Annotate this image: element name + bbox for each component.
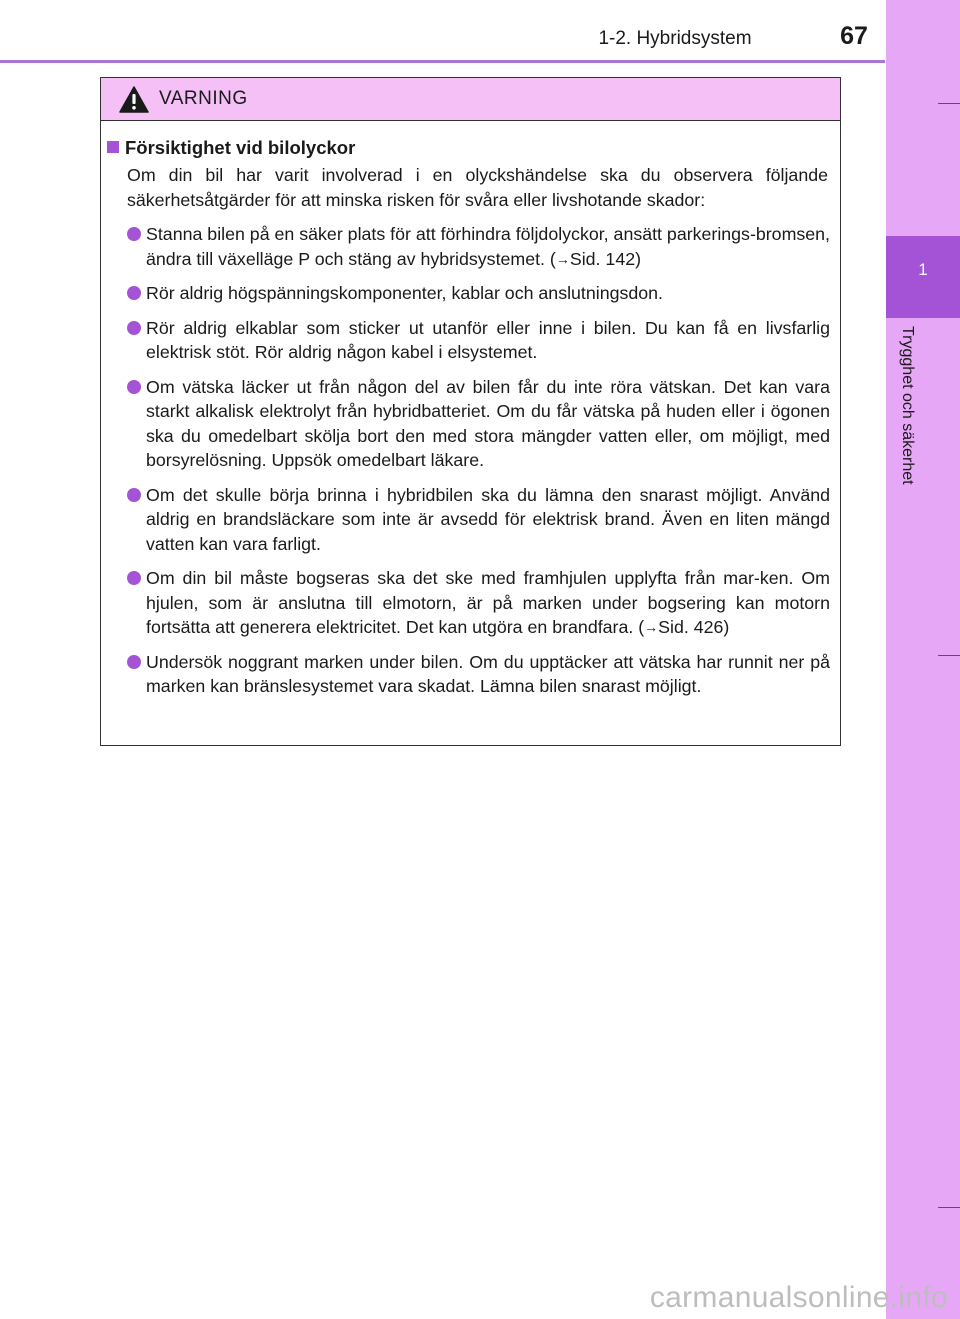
page-reference-link[interactable]: Sid. 426) — [658, 617, 730, 637]
list-item-text: Om det skulle börja brinna i hybridbilen ska du lämna den snarast möjligt. Använd aldrig en brandsläckare som inte är avsedd för elektrisk brand. Även en liten mängd vatten kan vara farligt. — [146, 484, 830, 554]
circle-bullet-icon — [127, 488, 141, 502]
list-item — [146, 566, 830, 640]
arrow-right-icon: → — [644, 619, 659, 635]
circle-bullet-icon — [127, 321, 141, 335]
intro-paragraph: Om din bil har varit involverad i en olyckshändelse ska du observera följande säkerhetsåtgärder för att minska risken för svåra eller livshotande skador: — [127, 165, 828, 210]
list-item-text: Rör aldrig högspänningskomponenter, kablar och anslutningsdon. — [146, 283, 663, 303]
crop-mark — [938, 655, 960, 656]
section-heading — [107, 136, 840, 160]
chapter-side-tab — [886, 0, 960, 1319]
crop-mark — [938, 1207, 960, 1208]
section-title: 1-2. Hybridsystem — [598, 28, 752, 49]
page-reference-link[interactable]: Sid. 142) — [569, 248, 642, 269]
crop-mark — [938, 103, 960, 104]
arrow-right-icon: → — [555, 250, 570, 267]
warning-title: VARNING — [159, 88, 248, 109]
circle-bullet-icon — [127, 286, 141, 300]
list-item-text: Om din bil måste bogseras ska det ske med framhjulen upplyfta från mar-ken. Om hjulen, som är anslutna till elmotorn, är på marken under bogsering kan motorn fortsätta att generera elektricitet. Det kan utgöra en brandfara. ( — [146, 568, 830, 637]
chapter-title: Trygghet och säkerhet — [899, 326, 916, 485]
list-item-text: Rör aldrig elkablar som sticker ut utanför eller inne i bilen. Du kan få en livsfarlig elektrisk stöt. Rör aldrig någon kabel i elsystemet. — [146, 317, 830, 362]
list-item — [146, 375, 830, 473]
list-item — [146, 650, 830, 699]
warning-header — [101, 78, 840, 121]
circle-bullet-icon — [127, 380, 141, 394]
precaution-list — [101, 222, 840, 699]
list-item — [146, 281, 830, 306]
list-item-text: Om vätska läcker ut från någon del av bilen får du inte röra vätskan. Det kan vara starkt alkalisk elektrolyt från hybridbatteriet. Om du får vätska på huden eller i ögonen ska du omedelbart skölja bort den med stora mängder vatten eller, om möjligt, med borsyrelösning. Uppsök omedelbart läkare. — [146, 376, 830, 470]
section-heading-text: Försiktighet vid bilolyckor — [125, 137, 356, 158]
page-number: 67 — [840, 22, 868, 50]
square-bullet-icon — [107, 141, 119, 153]
circle-bullet-icon — [127, 227, 141, 241]
warning-content — [101, 136, 840, 699]
list-item — [146, 316, 830, 365]
warning-triangle-icon — [119, 86, 149, 113]
circle-bullet-icon — [127, 655, 141, 669]
watermark: carmanualsonline.info — [649, 1281, 948, 1314]
list-item-text: Stanna bilen på en säker plats för att förhindra följdolyckor, ansätt parkerings-bromsen, ändra till växelläge P och stäng av hybridsystemet. ( — [146, 224, 830, 269]
circle-bullet-icon — [127, 571, 141, 585]
warning-box — [100, 77, 841, 746]
header-divider — [0, 60, 885, 63]
chapter-number: 1 — [918, 260, 928, 279]
list-item-text: Undersök noggrant marken under bilen. Om du upptäcker att vätska har runnit ner på marken kan bränslesystemet vara skadat. Lämna bilen snarast möjligt. — [146, 651, 830, 696]
list-item — [146, 483, 830, 557]
list-item — [146, 222, 830, 271]
